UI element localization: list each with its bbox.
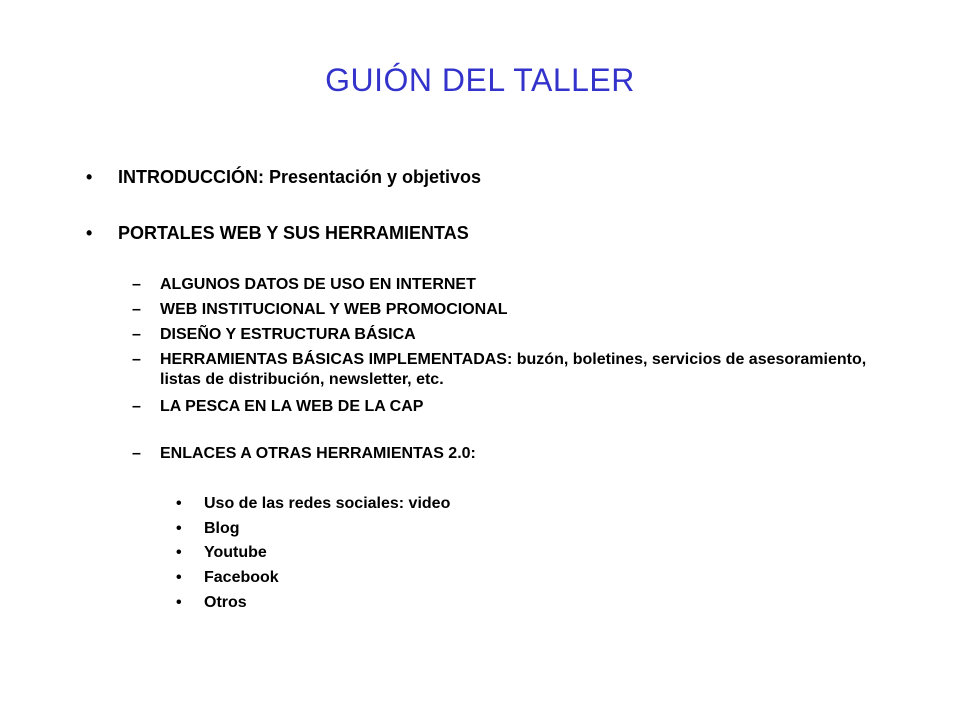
sub-item-label: HERRAMIENTAS BÁSICAS IMPLEMENTADAS: buzón, boletines, servicios de asesoramiento, listas de distribución, newsletter, etc.	[160, 351, 867, 388]
bullet-icon: •	[176, 594, 182, 611]
sub-item-label: LA PESCA EN LA WEB DE LA CAP	[160, 398, 424, 415]
bullet-icon: •	[176, 569, 182, 586]
sub-sub-item-label: Otros	[204, 594, 247, 611]
sub-item-datos-uso	[132, 275, 872, 295]
dash-icon: –	[132, 445, 141, 462]
list-item-label: INTRODUCCIÓN: Presentación y objetivos	[118, 167, 482, 187]
bullet-icon: •	[86, 167, 93, 187]
bullet-icon: •	[176, 495, 182, 512]
sub-item-herramientas-basicas	[132, 350, 872, 390]
sub-sub-item-label: Youtube	[204, 544, 267, 561]
sub-sub-item-label: Facebook	[204, 569, 279, 586]
dash-icon: –	[132, 276, 141, 293]
sub-item-label: WEB INSTITUCIONAL Y WEB PROMOCIONAL	[160, 301, 508, 318]
dash-icon: –	[132, 398, 141, 415]
dash-icon: –	[132, 351, 141, 368]
bullet-icon: •	[86, 223, 93, 243]
sub-item-diseno-estructura	[132, 325, 872, 345]
sub-item-pesca-web	[132, 397, 872, 417]
bullet-icon: •	[176, 544, 182, 561]
dash-icon: –	[132, 301, 141, 318]
list-item-label: PORTALES WEB Y SUS HERRAMIENTAS	[118, 223, 469, 243]
sub-item-label: DISEÑO Y ESTRUCTURA BÁSICA	[160, 326, 416, 343]
sub-item-label: ENLACES A OTRAS HERRAMIENTAS 2.0:	[160, 445, 476, 462]
sub-sub-item-label: Uso de las redes sociales: video	[204, 495, 451, 512]
sub-item-enlaces-herramientas	[132, 444, 872, 464]
sub-item-label: ALGUNOS DATOS DE USO EN INTERNET	[160, 276, 476, 293]
bullet-icon: •	[176, 520, 182, 537]
sub-item-web-institucional	[132, 300, 872, 320]
slide-title: GUIÓN DEL TALLER	[325, 62, 635, 98]
dash-icon: –	[132, 326, 141, 343]
sub-sub-item-label: Blog	[204, 520, 240, 537]
